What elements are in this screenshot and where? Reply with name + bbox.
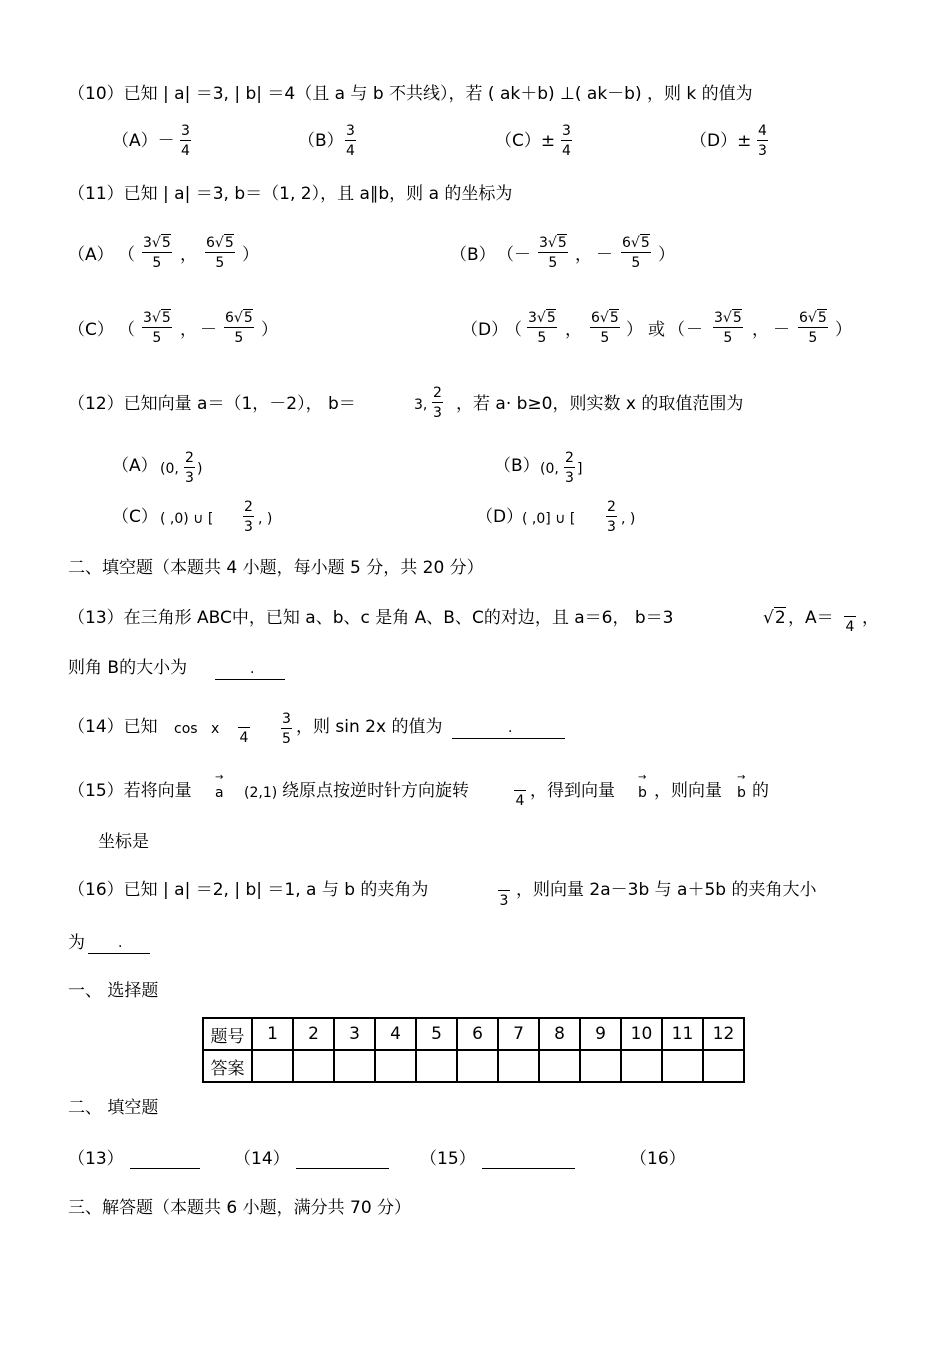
question-number-cell: 7: [498, 1018, 539, 1050]
question-number-cell: 8: [539, 1018, 580, 1050]
table-row: [203, 1018, 744, 1050]
fill-14-blank[interactable]: [296, 1168, 389, 1169]
fill-13-label: （13）: [68, 1149, 124, 1169]
q15-line2: 坐标是: [98, 832, 149, 852]
fill-13-blank[interactable]: [130, 1168, 200, 1169]
q12-option-d-label: （D）: [476, 507, 524, 527]
q12-b-opt-fraction: $\frac{2}{3}$: [565, 450, 574, 486]
q16-answer-blank: [88, 953, 150, 954]
q11-d-neg-2: －: [773, 320, 790, 340]
q13-line2: 则角 B的大小为: [68, 658, 188, 678]
q12-a-fraction: $\frac{2}{3}$: [185, 450, 194, 486]
q14-blank-dot: .: [508, 720, 513, 736]
vector-arrow-icon: →: [638, 772, 647, 783]
q11-option-c-label: （C）: [68, 320, 114, 340]
q11-a-rparen: ）: [242, 245, 259, 265]
q11-a-fraction-2: $\frac{6√5}{5}$: [206, 235, 234, 271]
answer-table: [202, 1017, 745, 1083]
q11-c-neg: －: [200, 320, 217, 340]
q11-b-fraction-2: $\frac{6√5}{5}$: [622, 235, 650, 271]
q12-b-integer: 3,: [414, 397, 428, 413]
q12-b-post: ]: [577, 461, 583, 477]
q10-option-c-fraction: $\frac{3}{4}$: [562, 123, 571, 159]
answer-cell[interactable]: [498, 1050, 539, 1082]
q13-line1: （13）在三角形 ABC中，已知 a、b、c 是角 A、B、C的对边，且 a＝6， b＝3: [68, 608, 674, 628]
q12-stem-part2: ，若 a· b≥0，则实数 x 的取值范围为: [456, 394, 744, 414]
q15-fraction: 4: [514, 776, 526, 808]
q15-pair: (2,1): [244, 785, 278, 801]
q12-stem-part1: （12）已知向量 a＝（1，－2）， b＝: [68, 394, 356, 414]
question-number-cell: 4: [375, 1018, 416, 1050]
q11-option-a-label: （A）: [68, 245, 114, 265]
answer-part-3-title: 三、解答题（本题共 6 小题，满分共 70 分）: [68, 1198, 412, 1218]
q12-b-pre: (0,: [540, 461, 559, 477]
q12-option-b-label: （B）: [494, 456, 540, 476]
table-row: [203, 1050, 744, 1082]
q14-cos: cos: [174, 721, 198, 737]
q13-sqrt: √2: [763, 608, 786, 628]
q11-b-comma: ，: [575, 245, 592, 265]
q10-option-a-fraction: $\frac{3}{4}$: [181, 123, 190, 159]
q15-vec-b: b: [638, 785, 647, 801]
vector-arrow-icon: →: [737, 772, 746, 783]
q10-option-b-label: （B）: [298, 131, 344, 151]
answer-cell[interactable]: [662, 1050, 703, 1082]
q12-c-post: , ): [258, 511, 273, 527]
q11-b-lparen: （: [497, 245, 514, 265]
question-number-cell: 12: [703, 1018, 744, 1050]
q12-c-fraction: $\frac{2}{3}$: [244, 499, 253, 535]
q14-answer-blank: [452, 738, 565, 739]
question-number-cell: 1: [252, 1018, 293, 1050]
fill-15-blank[interactable]: [482, 1168, 575, 1169]
q15-mid: 绕原点按逆时针方向旋转: [282, 781, 469, 801]
q14-fraction-2: $\frac{3}{5}$: [282, 711, 291, 747]
q12-c-pre: ( ,0) ∪ [: [160, 511, 214, 527]
q10-option-d-fraction: $\frac{4}{3}$: [758, 123, 767, 159]
q11-stem: （11）已知 | a| ＝3, b＝（1, 2），且 a∥b，则 a 的坐标为: [68, 184, 513, 204]
answer-cell[interactable]: [703, 1050, 744, 1082]
fill-15-label: （15）: [420, 1149, 476, 1169]
q11-d-fraction-1: $\frac{3√5}{5}$: [528, 310, 556, 346]
q11-c-rparen: ）: [261, 320, 278, 340]
q12-d-post: , ): [621, 511, 636, 527]
q11-b-neg-2: －: [596, 245, 613, 265]
answer-part-1-title: 一、 选择题: [68, 981, 159, 1001]
q16-line1: （16）已知 | a| ＝2, | b| ＝1, a 与 b 的夹角为: [68, 880, 429, 900]
section-2-title: 二、填空题（本题共 4 小题，每小题 5 分，共 20 分）: [68, 558, 484, 578]
q14-post: ，则 sin 2x 的值为: [296, 717, 443, 737]
q11-d-neg-1: －: [686, 320, 703, 340]
q11-d-comma-2: ，: [752, 320, 769, 340]
answer-cell[interactable]: [375, 1050, 416, 1082]
q11-a-comma: ，: [180, 245, 197, 265]
q13-answer-blank: [215, 679, 285, 680]
table-header-cell: 题号: [203, 1018, 252, 1050]
vector-arrow-icon: →: [215, 772, 224, 783]
q11-d-fraction-3: $\frac{3√5}{5}$: [714, 310, 742, 346]
q11-d-lparen-2: （: [668, 320, 685, 340]
fill-16-label: （16）: [630, 1149, 686, 1169]
q11-d-comma-1: ，: [565, 320, 582, 340]
q11-d-lparen-1: （: [505, 320, 522, 340]
q10-option-a-label: （A）－: [112, 131, 175, 151]
q15-vec-a: a: [215, 785, 224, 801]
answer-cell[interactable]: [539, 1050, 580, 1082]
q10-stem: （10）已知 | a| ＝3, | b| ＝4（且 a 与 b 不共线），若 ( ak＋b) ⊥( ak－b) ，则 k 的值为: [68, 84, 753, 104]
q11-b-rparen: ）: [658, 245, 675, 265]
q11-b-fraction-1: $\frac{3√5}{5}$: [539, 235, 567, 271]
table-answer-label: 答案: [203, 1050, 252, 1082]
answer-cell[interactable]: [293, 1050, 334, 1082]
q10-option-d-label: （D）±: [690, 131, 752, 151]
question-number-cell: 2: [293, 1018, 334, 1050]
q15-pre: （15）若将向量: [68, 781, 192, 801]
q12-a-post: ): [197, 461, 203, 477]
q10-option-b-fraction: $\frac{3}{4}$: [346, 123, 355, 159]
q11-d-fraction-2: $\frac{6√5}{5}$: [591, 310, 619, 346]
answer-cell[interactable]: [457, 1050, 498, 1082]
answer-cell[interactable]: [621, 1050, 662, 1082]
question-number-cell: 11: [662, 1018, 703, 1050]
q11-d-rparen-1: ）: [626, 320, 643, 340]
q11-b-neg-1: －: [514, 245, 531, 265]
question-number-cell: 6: [457, 1018, 498, 1050]
q14-fraction-1: 4: [238, 713, 250, 745]
q12-d-fraction: $\frac{2}{3}$: [607, 499, 616, 535]
answer-cell[interactable]: [580, 1050, 621, 1082]
q12-a-pre: (0,: [160, 461, 179, 477]
q13-a-equals: ，A＝: [788, 608, 834, 628]
q13-angle-fraction: 4: [844, 602, 856, 634]
question-number-cell: 3: [334, 1018, 375, 1050]
answer-cell[interactable]: [252, 1050, 293, 1082]
q16-blank-dot: .: [118, 935, 123, 951]
q11-d-or: 或: [648, 320, 665, 340]
q11-c-fraction-2: $\frac{6√5}{5}$: [225, 310, 253, 346]
question-number-cell: 10: [621, 1018, 662, 1050]
q16-line1b: ，则向量 2a－3b 与 a＋5b 的夹角大小: [516, 880, 817, 900]
q11-c-lparen: （: [118, 320, 135, 340]
q12-d-pre: ( ,0] ∪ [: [522, 511, 576, 527]
q15-vec-b2: b: [737, 785, 746, 801]
q14-x: x: [211, 721, 220, 737]
q11-c-fraction-1: $\frac{3√5}{5}$: [143, 310, 171, 346]
q12-option-a-label: （A）: [112, 456, 158, 476]
answer-cell[interactable]: [416, 1050, 457, 1082]
question-number-cell: 9: [580, 1018, 621, 1050]
q11-a-lparen: （: [118, 245, 135, 265]
q13-blank-dot: .: [250, 661, 255, 677]
q12-option-c-label: （C）: [112, 507, 158, 527]
q16-line2: 为: [68, 933, 85, 953]
q15-post: ，得到向量: [530, 781, 615, 801]
answer-cell[interactable]: [334, 1050, 375, 1082]
q11-option-b-label: （B）: [450, 245, 496, 265]
q11-d-rparen-2: ）: [835, 320, 852, 340]
q16-fraction: 3: [498, 876, 510, 908]
q15-end: 的: [752, 781, 769, 801]
question-number-cell: 5: [416, 1018, 457, 1050]
q10-option-c-label: （C）±: [495, 131, 556, 151]
q15-post2: ，则向量: [654, 781, 722, 801]
q11-option-d-label: （D）: [461, 320, 509, 340]
answer-part-2-title: 二、 填空题: [68, 1098, 159, 1118]
q12-b-fraction: $\frac{2}{3}$: [433, 385, 442, 421]
fill-14-label: （14）: [234, 1149, 290, 1169]
q11-c-comma: ，: [180, 320, 197, 340]
q11-a-fraction-1: $\frac{3√5}{5}$: [143, 235, 171, 271]
q11-d-fraction-4: $\frac{6√5}{5}$: [799, 310, 827, 346]
q13-tail: ，: [862, 608, 879, 628]
q14-pre: （14）已知: [68, 717, 158, 737]
